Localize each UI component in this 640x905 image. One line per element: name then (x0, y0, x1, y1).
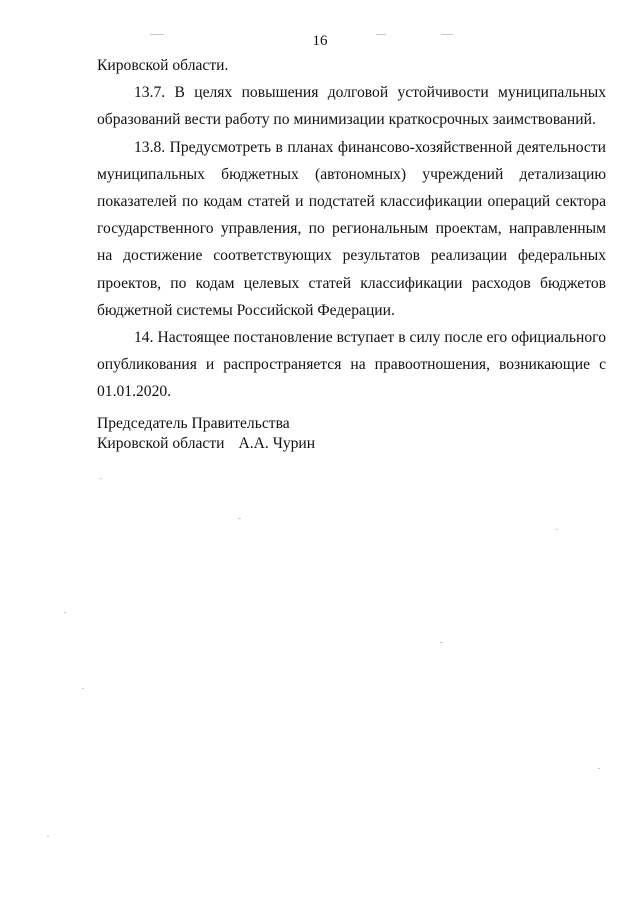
scan-speck (100, 478, 102, 479)
scan-speck (598, 768, 600, 769)
signature-title-line1: Председатель Правительства (97, 415, 290, 432)
signature-region: Кировской области (97, 435, 225, 452)
scan-speck (238, 518, 241, 519)
scan-speck (556, 529, 558, 530)
scan-speck (376, 34, 386, 35)
scan-speck (441, 34, 453, 35)
scan-speck (150, 34, 164, 35)
scan-speck (82, 688, 84, 689)
paragraph-13-8: 13.8. Предусмотреть в планах финансово-хозяйственной деятельности муниципальных бюджетных (автономных) учреждений детализацию показателей по кодам статей и подстатей классификации операций сектора государственного управления, по региональным проектам, направленным на достижение соответствующих результатов реализации федеральных проектов, по кодам целевых статей классификации расходов бюджетов бюджетной системы Российской Федерации. (97, 138, 606, 319)
signature-name: А.А. Чурин (238, 435, 316, 452)
paragraph-13-7: 13.7. В целях повышения долговой устойчивости муниципальных образований вести работу по минимизации краткосрочных заимствований. (97, 84, 606, 129)
page-number: 16 (312, 33, 328, 49)
signature-title-line2 (97, 434, 315, 454)
paragraph-continuation: Кировской области. (97, 57, 229, 74)
scan-speck (64, 612, 66, 613)
scan-speck (440, 642, 443, 643)
signature-block (97, 414, 315, 454)
paragraph-14: 14. Настоящее постановление вступает в силу после его официального опубликования и распространяется на правоотношения, возникающие с 01.01.2020. (97, 329, 606, 401)
scan-speck (47, 836, 49, 837)
document-body (97, 52, 606, 406)
